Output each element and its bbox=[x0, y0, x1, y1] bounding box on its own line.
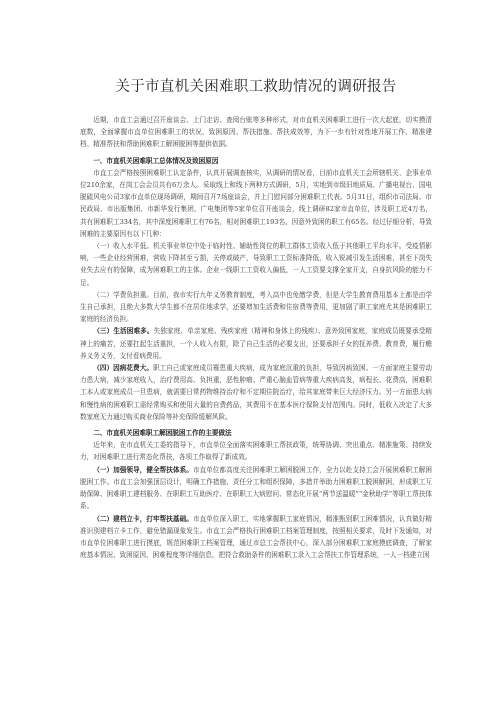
document-title: 关于市直机关困难职工救助情况的调研报告 bbox=[115, 79, 397, 95]
section-heading-1: 一、市直机关困难职工总体情况及致困原因 bbox=[93, 156, 219, 165]
paragraph-text: 市直单位都高度关注困难职工解困脱困工作，全力以赴支持工会开展困难职工解困脱困工作。市直工会加强顶层设计，明确工作措施、责任分工和组织保障，多措并举助力困难职工脱困解困，形成职工互助保障、困难职工建档服务、在职职工互助医疗、在职职工大病慰问、常态化开展“两节送温暖”“金秋助学”等职工帮扶体系。 bbox=[80, 465, 433, 511]
paragraph-lead: （四）因病花费大。 bbox=[93, 364, 153, 373]
section-1-paragraph-4 bbox=[80, 325, 432, 362]
paragraph-lead: （二）建档立卡，打牢帮扶基础。 bbox=[93, 514, 193, 523]
paragraph-text: 失独家庭、单亲家庭、残疾家庭（精神和身体上的残疾）、意外致困家庭，家庭成员既要承受精神上的痛苦，还要扛起生活重担，一个人收入有限，除了自己生活的必要支出，还要承担子女的抚养费、教育费，履行赡养义务义务，支付看病费用。 bbox=[80, 327, 433, 360]
section-2-paragraph-3 bbox=[80, 513, 432, 562]
paragraph-text: （一）收入水平低。机关事业单位中处于临时性、辅助性岗位的职工群体工资收入低于其他职工平均水平。受疫情影响，一些企业经营困难，营收下降甚至亏损，关停或破产，导致职工工资标准降低，收入锐减引发生活困难，甚至下岗失业失去应有的保障，成为困难职工的主体。企业一线职工工资收入偏低，一人工资要支撑全家开支，自身抗风险的能力不足。 bbox=[80, 242, 432, 287]
paragraph-text: 近年来，在市直机关工委的指导下，市直单位全面落实困难职工帮扶政策，统筹协调、突出重点、精准施策、持续发力，对困难职工进行常态化帮扶，各项工作取得了新成效。 bbox=[80, 441, 432, 462]
section-1-paragraph-1 bbox=[80, 167, 432, 240]
paragraph-lead: （一）加强领导，健全帮扶体系。 bbox=[93, 465, 193, 474]
section-1-paragraph-2 bbox=[80, 240, 432, 289]
section-2-paragraph-2 bbox=[80, 464, 432, 513]
section-2-paragraph-1 bbox=[80, 439, 432, 463]
section-1-paragraph-3 bbox=[80, 289, 432, 326]
section-heading-2: 二、市直机关困难职工解困脱困工作的主要做法 bbox=[93, 429, 232, 438]
section-1-paragraph-5 bbox=[80, 362, 432, 423]
paragraph-lead: （三）生活困难多。 bbox=[93, 327, 154, 336]
paragraph-text: 市直单位深入职工，实地掌握职工家庭情况，精准甄别职工困难情况，认真做好精准识别建档立卡工作，避免错漏现象发生。市直工会严格执行困难职工档案管理制度，按照相关要求，及时下发通知，对市直单位困难职工进行摸底，规范困难职工档案管理，通过市总工会帮扶中心，深入部分困难职工家庭摸底调查，了解家庭基本情况、致困原因、困难程度等详细信息，把符合救助条件的困难职工录入工会帮扶工作管理系统，一人一档建立困 bbox=[80, 514, 433, 560]
paragraph-text: 市直工会严格按照困难职工认定条件，认真开展调查核实，从调研的情况看，目前市直机关工会所辖机关、企事业单位210余家，在岗工会会员共有6万余人。采取线上和线下两种方式调研，5月，实地到市级旧地质局、广播电视台、国电脱硫风电公司3家市直单位现场调研，期间召开7场座谈会，并上门慰问部分困难职工代表。5月31日，组织市司法局、市民政局、市出版集团、市新华发行集团、广电集团等5家单位召开座谈会，线上调研82家市直单位，涉及职工近4万名，共有困难职工334名，其中深度困难职工有76名，相对困难职工193名，因意外致困的职工有65名。经过仔细分析，导致困难的主要原因有以下几种： bbox=[80, 168, 432, 238]
intro-paragraph: 近期，市直工会通过召开座谈会、上门走访、查阅台账等多种形式，对市直机关困难职工进行一次大起底，切实摸清底数，全面掌握市直单位困难职工的状况、致困原因、帮扶措施、帮扶成效等，为下一步有针对性地开展工作、精准建档、精准帮扶和帮助困难职工解困脱困等提供依据。 bbox=[80, 116, 432, 149]
paragraph-text: （二）学费负担重。目前，我市实行九年义务教育制度，考入高中也免缴学费，但是大学生教育费用基本上都是由学生自己承担，且绝大多数大学生都不在居住地求学，还要增加生活费和住宿费等费用，更加剧了职工家庭尤其是困难职工家庭的经济负担。 bbox=[80, 290, 432, 324]
paragraph-text: 职工自己或家庭成员罹患重大疾病，成为家庭沉重的负担，导致因病致困。一方面家庭主要劳动力患大病，减少家庭收入，治疗费用高、负担重，恶性肿瘤、严重心脑血管病等重大疾病高发，病程长、花费高，困难职工本人或家庭成员一旦患病，就需要日常药物维持治疗和不定期住院治疗，给其家庭带来巨大经济压力。另一方面患大病和慢性病的困难职工需经常购买和使用大量的自费药品，其费用不在基本医疗保险支付范围内。同时，低收入决定了大多数家庭无力通过购买商业保险等补充保险缓解风险。 bbox=[80, 364, 433, 421]
